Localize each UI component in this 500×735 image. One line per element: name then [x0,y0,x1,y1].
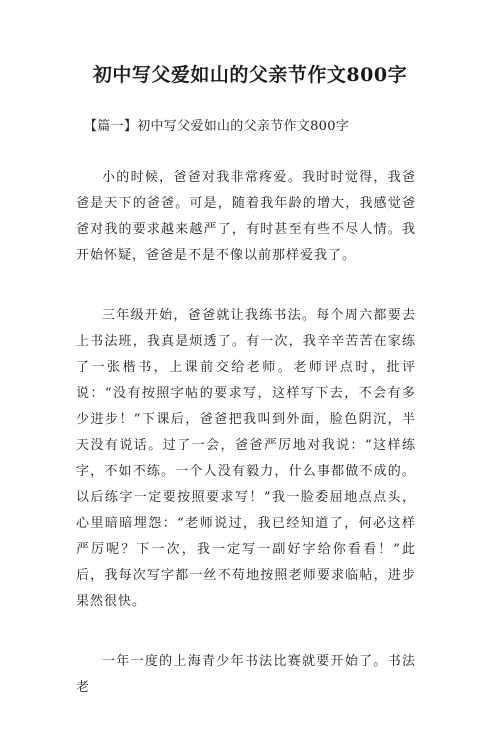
paragraph-3: 一年一度的上海青少年书法比赛就要开始了。书法老 [76,654,416,695]
paragraph-1: 小的时候，爸爸对我非常疼爱。我时时觉得，我爸爸是天下的爸爸。可是，随着我年龄的增大，我感觉爸爸对我的要求越来越严了，有时甚至有些不尽人情。我开始怀疑，爸爸是不是不像以前那样爱我了。 [76,170,416,263]
paragraph-2: 三年级开始，爸爸就让我练书法。每个周六都要去上书法班，我真是烦透了。有一次，我辛辛苦苦在家练了一张楷书，上课前交给老师。老师评点时，批评说：“没有按照字帖的要求写，这样写下去，不会有多少进步！”下课后，爸爸把我叫到外面，脸色阴沉，半天没有说话。过了一会，爸爸严厉地对我说：“这样练字，不如不练。一个人没有毅力，什么事都做不成的。以后练字一定要按照要求写！”我一脸委屈地点点头，心里暗暗埋怨：“老师说过，我已经知道了，何必这样严厉呢？下一次，我一定写一副好字给你看看！”此后，我每次写字都一丝不苟地按照老师要求临帖，进步果然很快。 [76,308,416,609]
document-body [76,165,416,735]
section-heading: 【篇一】初中写父爱如山的父亲节作文800字 [84,119,350,134]
document-title: 初中写父爱如山的父亲节作文800字 [92,64,408,86]
